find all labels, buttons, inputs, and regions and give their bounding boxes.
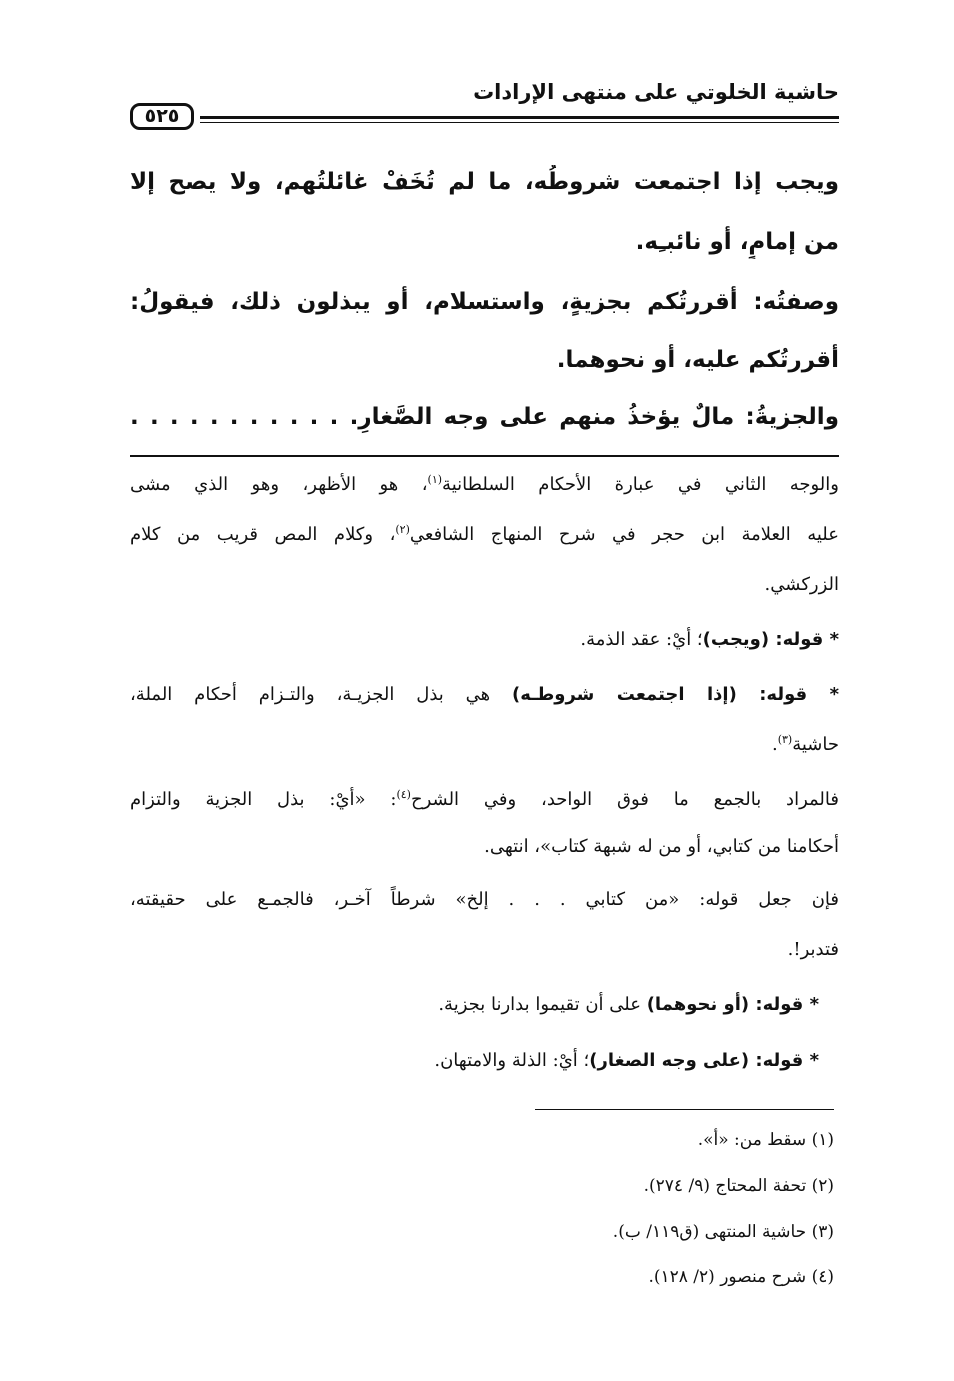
qawluh-label: * قوله: (إذا اجتمعت شروطـه) <box>512 684 839 705</box>
footnote-4: (٤) شرح منصور (٢/ ١٢٨). <box>648 1267 834 1287</box>
matn-line-2: من إمامٍ، أو نائبـِه. <box>635 229 839 255</box>
matn-line-1: ويجب إذا اجتمعت شروطُه، ما لم تُخَفْ غائلتُهم، ولا يصح إلا <box>130 169 839 195</box>
running-header-title: حاشية الخلوتي على منتهى الإرادات <box>473 80 839 104</box>
header-rule-thick <box>200 116 839 119</box>
sharh-text: ، هو الأظهر، وهو الذي مشى <box>130 474 428 495</box>
qawluh-text: هي بذل الجزيـة، والتـزام أحكام الملة، <box>130 684 513 705</box>
sharh-text: فالمراد بالجمع ما فوق الواحد، وفي الشرح <box>410 789 839 810</box>
sharh-qawluh-2 <box>130 680 839 710</box>
footnote-ref-1[interactable]: (١) <box>427 473 443 486</box>
footnote-ref-3[interactable]: (٣) <box>777 733 793 746</box>
qawluh-text: ؛ أيْ: عقد الذمة. <box>580 629 703 650</box>
sharh-qawluh-1 <box>130 625 839 655</box>
matn-line-5: والجزيةُ: مالٌ يؤخذُ منهم على وجه الصَّغارِ. . . . . . . . . . . . <box>130 404 839 430</box>
sharh-text: حاشية <box>792 734 839 755</box>
sharh-text: . <box>771 734 778 755</box>
qawluh-label: * قوله: (على وجه الصغار) <box>589 1050 819 1071</box>
sharh-para2-line1 <box>130 785 839 815</box>
sharh-text: ، وكلام المص قريب من كلام <box>130 524 396 545</box>
sharh-para1-line2 <box>130 520 839 550</box>
qawluh-text: ؛ أيْ: الذلة والامتهان. <box>434 1050 590 1071</box>
qawluh-label: * قوله: (ويجب) <box>702 629 839 650</box>
matn-sharh-separator <box>130 455 839 457</box>
matn-line-3: وصفتُه: أقررتُكم بجزيةٍ، واستسلام، أو يبذلون ذلك، فيقولُ: <box>130 289 839 315</box>
qawluh-text: على أن تقيموا بدارنا بجزية. <box>438 994 647 1015</box>
sharh-text: : «أيْ: بذل الجزية والتزام <box>130 789 397 810</box>
header-double-rule <box>200 116 839 124</box>
sharh-text: عليه العلامة ابن حجر في شرح المنهاج الشافعي <box>409 524 839 545</box>
sharh-para1-line3: الزركشي. <box>764 574 839 595</box>
footnote-ref-2[interactable]: (٢) <box>395 523 410 536</box>
sharh-text: والوجه الثاني في عبارة الأحكام السلطانية <box>442 474 839 495</box>
footnote-ref-4[interactable]: (٤) <box>396 788 411 801</box>
footnote-1: (١) سقط من: «أ». <box>697 1130 834 1150</box>
sharh-qawluh-3 <box>130 990 819 1020</box>
sharh-para1-line1 <box>130 470 839 500</box>
sharh-para3-line2: فتدبر!. <box>787 939 839 960</box>
sharh-qawluh-4 <box>130 1046 819 1076</box>
footnote-separator <box>535 1109 834 1110</box>
sharh-qawluh-2-line2 <box>130 730 839 760</box>
sharh-para3-line1: فإن جعل قوله: «من كتابي . . . إلخ» شرطاً آخـر، فالجمـع على حقيقته، <box>130 889 839 910</box>
footnote-2: (٢) تحفة المحتاج (٩/ ٢٧٤). <box>643 1176 834 1196</box>
page-number-badge: ٥٢٥ <box>130 103 194 130</box>
matn-line-4: أقررتُكم عليه، أو نحوهما. <box>556 347 839 373</box>
header-rule-thin <box>200 122 839 123</box>
sharh-para2-line2: أحكامنا من كتابي، أو من له شبهة كتاب»، انتهى. <box>484 836 839 857</box>
qawluh-label: * قوله: (أو نحوهما) <box>646 994 819 1015</box>
footnote-3: (٣) حاشية المنتهى (ق١١٩/ ب). <box>612 1222 834 1242</box>
